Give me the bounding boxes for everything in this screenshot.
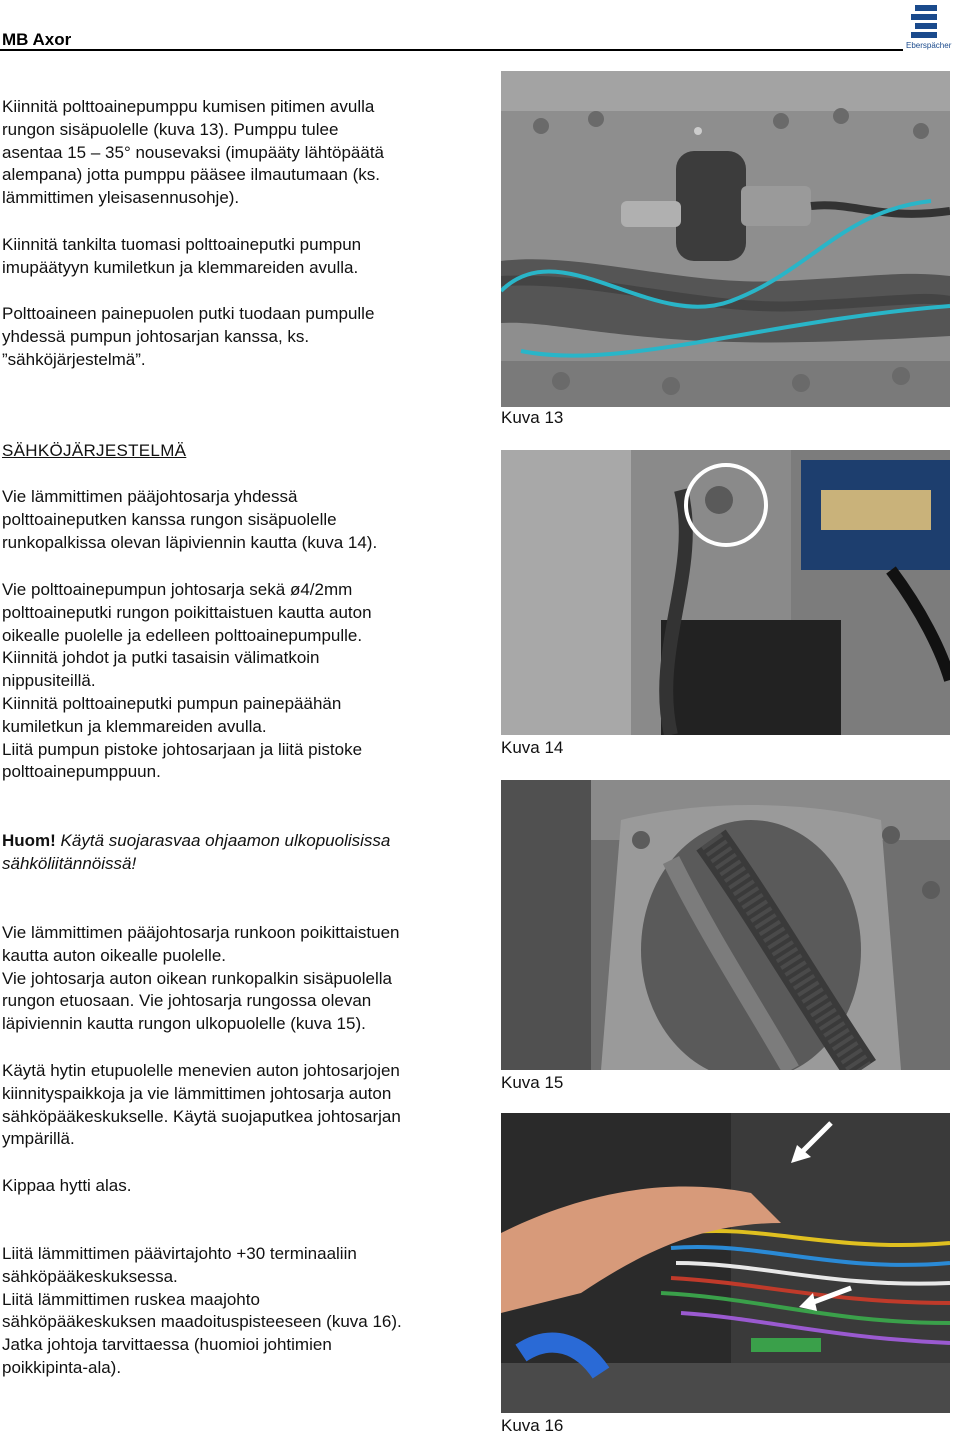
caption-kuva-13: Kuva 13	[501, 408, 564, 427]
paragraph-suction-line: Kiinnitä tankilta tuomasi polttoaineputki pumpun imupäätyyn kumiletkun ja klemmareiden avulla.	[2, 235, 362, 277]
document-title: MB Axor	[2, 30, 72, 49]
photo-kuva-15	[501, 780, 950, 1070]
paragraph-harness-routing: Vie lämmittimen pääjohtosarja runkoon poikittaistuen kautta auton oikealle puolelle. Vie johtosarja auton oikean runkopalkin sisäpuolella rungon etuosaan. Vie johtosarja rungossa olevan läpiviennin kautta rungon ulkopuolelle (kuva 15).	[2, 923, 400, 1034]
photo-kuva-14	[501, 450, 950, 735]
photo-kuva-16	[501, 1113, 950, 1413]
photo-kuva-13	[501, 71, 950, 407]
paragraph-pressure-line: Polttoaineen painepuolen putki tuodaan pumpulle yhdessä pumpun johtosarjan kanssa, ks. ”sähköjärjestelmä”.	[2, 304, 375, 369]
paragraph-main-harness: Vie lämmittimen pääjohtosarja yhdessä polttoaineputken kanssa rungon sisäpuolelle runkopalkissa olevan läpiviennin kautta (kuva 14).	[2, 487, 378, 552]
note-grease: Huom! Käytä suojarasvaa ohjaamon ulkopuolisissa sähköliitännöissä!	[2, 831, 391, 873]
caption-kuva-15: Kuva 15	[501, 1073, 564, 1092]
paragraph-connect-power: Liitä lämmittimen päävirtajohto +30 terminaaliin sähköpääkeskuksessa. Liitä lämmittimen ruskea maajohto sähköpääkeskuksen maadoituspisteeseen (kuva 16). Jatka johtoja tarvittaessa (huomioi johtimien poikkipinta-ala).	[2, 1244, 402, 1377]
header-rule	[0, 49, 903, 51]
section-heading-electrical: SÄHKÖJÄRJESTELMÄ	[2, 441, 187, 460]
paragraph-cab-routing: Käytä hytin etupuolelle menevien auton johtosarjojen kiinnityspaikkoja ja vie lämmittimen johtosarja auton sähköpääkeskukselle. Käytä suojaputkea johtosarjan ympärillä.	[2, 1061, 401, 1149]
paragraph-tilt-cab: Kippaa hytti alas.	[2, 1176, 132, 1195]
logo-text: Eberspächer	[906, 41, 952, 50]
caption-kuva-16: Kuva 16	[501, 1416, 564, 1435]
paragraph-pump-mount: Kiinnitä polttoainepumppu kumisen pitimen avulla rungon sisäpuolelle (kuva 13). Pumppu tulee asentaa 15 – 35° nousevaksi (imupääty lähtöpäätä alempana) jotta pumppu pääsee ilmautumaan (ks. lämmittimen yleisasennusohje).	[2, 97, 385, 208]
caption-kuva-14: Kuva 14	[501, 738, 564, 757]
paragraph-pump-harness: Vie polttoainepumpun johtosarja sekä ø4/2mm polttoaineputki rungon poikittaistuen kautta auton oikealle puolelle ja edelleen polttoainepumpulle. Kiinnitä johdot ja putki tasaisin välimatkoin nippusiteillä. Kiinnitä polttoaineputki pumpun painepäähän kumiletkun ja klemmareiden avulla. Liitä pumpun pistoke johtosarjaan ja liitä pistoke polttoainepumppuun.	[2, 580, 372, 782]
